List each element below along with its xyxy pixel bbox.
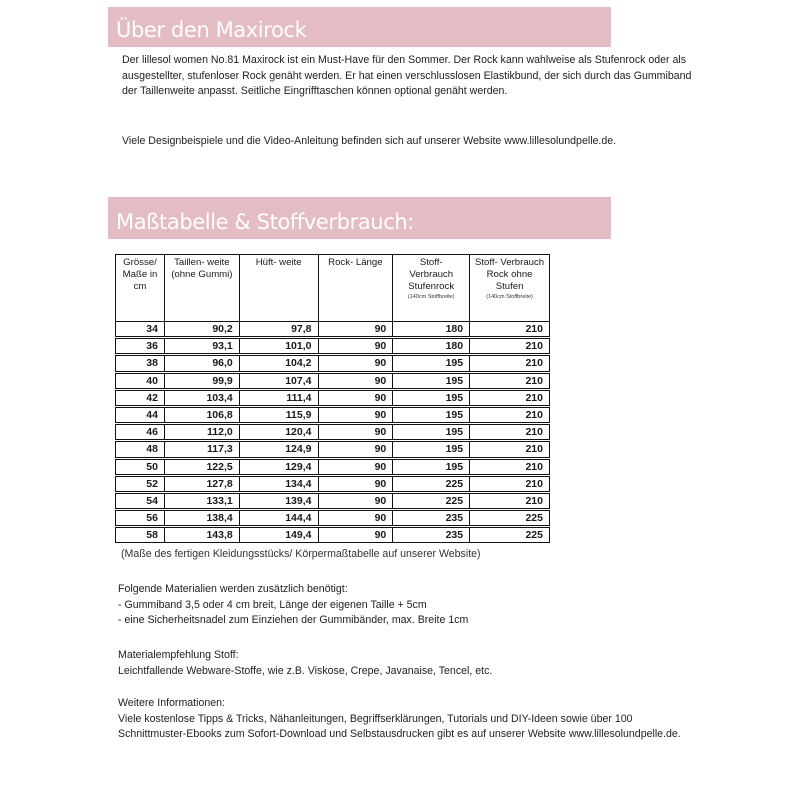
section-title-size-table: Maßtabelle & Stoffverbrauch:	[116, 210, 414, 234]
table-cell: 90	[318, 338, 393, 355]
table-cell: 143,8	[164, 527, 239, 543]
table-cell: 44	[116, 406, 165, 423]
table-cell: 36	[116, 338, 165, 355]
table-cell: 195	[393, 406, 470, 423]
table-cell: 50	[116, 458, 165, 475]
fabric-text: Leichtfallende Webware-Stoffe, wie z.B. Viskose, Crepe, Javanaise, Tencel, etc.	[118, 664, 493, 677]
header-waist: Taillen- weite (ohne Gummi)	[164, 255, 239, 322]
header-fabric-plain: Stoff- Verbrauch Rock ohne Stufen (140cm Stoffbreite)	[470, 255, 550, 322]
info-section	[118, 696, 688, 743]
table-cell: 90	[318, 475, 393, 492]
table-cell: 93,1	[164, 338, 239, 355]
table-cell: 48	[116, 441, 165, 458]
table-cell: 106,8	[164, 406, 239, 423]
fabric-section	[118, 648, 492, 679]
table-cell: 52	[116, 475, 165, 492]
table-cell: 210	[470, 372, 550, 389]
table-cell: 90	[318, 406, 393, 423]
table-cell: 225	[393, 492, 470, 509]
info-text: Viele kostenlose Tipps & Tricks, Nähanleitungen, Begriffserklärungen, Tutorials und DIY-Ideen sowie über 100 Schnittmuster-Ebooks zum Sofort-Download und Selbstausdrucken gibt es auf unserer Website www.lillesolundpelle.de.	[118, 712, 681, 741]
table-cell: 115,9	[239, 406, 318, 423]
table-cell: 195	[393, 372, 470, 389]
table-cell: 122,5	[164, 458, 239, 475]
table-row	[116, 441, 550, 458]
table-row	[116, 475, 550, 492]
section-banner-size-table	[108, 197, 611, 239]
table-row	[116, 527, 550, 543]
table-cell: 90	[318, 527, 393, 543]
table-cell: 133,1	[164, 492, 239, 509]
table-cell: 90	[318, 389, 393, 406]
table-row	[116, 372, 550, 389]
table-cell: 90	[318, 355, 393, 372]
table-cell: 90	[318, 458, 393, 475]
size-table	[115, 254, 550, 543]
table-cell: 38	[116, 355, 165, 372]
table-cell: 90,2	[164, 322, 239, 338]
table-cell: 54	[116, 492, 165, 509]
header-fabric-tiered-note: (140cm Stoffbreite)	[407, 293, 455, 300]
materials-item: - Gummiband 3,5 oder 4 cm breit, Länge der eigenen Taille + 5cm	[118, 598, 427, 611]
table-cell: 96,0	[164, 355, 239, 372]
table-cell: 210	[470, 441, 550, 458]
table-cell: 111,4	[239, 389, 318, 406]
table-cell: 144,4	[239, 510, 318, 527]
table-cell: 210	[470, 458, 550, 475]
table-cell: 195	[393, 355, 470, 372]
table-cell: 117,3	[164, 441, 239, 458]
table-row	[116, 322, 550, 338]
table-cell: 101,0	[239, 338, 318, 355]
table-cell: 235	[393, 510, 470, 527]
table-row	[116, 338, 550, 355]
table-cell: 195	[393, 424, 470, 441]
header-skirt-length: Rock- Länge	[318, 255, 393, 322]
table-cell: 139,4	[239, 492, 318, 509]
header-hip: Hüft- weite	[239, 255, 318, 322]
table-cell: 195	[393, 441, 470, 458]
table-cell: 90	[318, 510, 393, 527]
table-row	[116, 424, 550, 441]
table-cell: 210	[470, 355, 550, 372]
table-cell: 210	[470, 338, 550, 355]
table-cell: 195	[393, 458, 470, 475]
materials-item: - eine Sicherheitsnadel zum Einziehen der Gummibänder, max. Breite 1cm	[118, 614, 469, 627]
table-cell: 225	[393, 475, 470, 492]
materials-section	[118, 582, 468, 629]
table-cell: 34	[116, 322, 165, 338]
table-cell: 112,0	[164, 424, 239, 441]
table-cell: 97,8	[239, 322, 318, 338]
website-paragraph: Viele Designbeispiele und die Video-Anleitung befinden sich auf unserer Website www.lillesolundpelle.de.	[122, 135, 617, 147]
table-cell: 104,2	[239, 355, 318, 372]
table-cell: 210	[470, 406, 550, 423]
table-cell: 99,9	[164, 372, 239, 389]
table-cell: 210	[470, 322, 550, 338]
table-cell: 235	[393, 527, 470, 543]
info-heading: Weitere Informationen:	[118, 697, 225, 709]
table-cell: 90	[318, 441, 393, 458]
table-cell: 46	[116, 424, 165, 441]
table-cell: 210	[470, 424, 550, 441]
table-row	[116, 492, 550, 509]
table-cell: 90	[318, 492, 393, 509]
intro-paragraph: Der lillesol women No.81 Maxirock ist ein Must-Have für den Sommer. Der Rock kann wahlweise als Stufenrock oder als ausgestellter, stufenloser Rock genäht werden. Er hat einen verschlusslosen Elastikbund, der sich durch das Gummiband der Taillenweite anpasst. Seitliche Eingrifftaschen können optional genäht werden.	[122, 54, 692, 97]
table-cell: 40	[116, 372, 165, 389]
table-cell: 103,4	[164, 389, 239, 406]
table-note: (Maße des fertigen Kleidungsstücks/ Körpermaßtabelle auf unserer Website)	[121, 548, 481, 560]
header-fabric-plain-note: (140cm Stoffbreite)	[486, 293, 533, 300]
table-cell: 58	[116, 527, 165, 543]
table-cell: 134,4	[239, 475, 318, 492]
table-row	[116, 355, 550, 372]
table-cell: 127,8	[164, 475, 239, 492]
section-title-about: Über den Maxirock	[116, 18, 307, 42]
table-cell: 195	[393, 389, 470, 406]
table-cell: 124,9	[239, 441, 318, 458]
table-cell: 210	[470, 475, 550, 492]
table-cell: 42	[116, 389, 165, 406]
table-cell: 56	[116, 510, 165, 527]
table-cell: 149,4	[239, 527, 318, 543]
table-header-row	[116, 255, 550, 322]
table-row	[116, 458, 550, 475]
table-row	[116, 510, 550, 527]
table-cell: 210	[470, 389, 550, 406]
table-cell: 225	[470, 527, 550, 543]
table-cell: 225	[470, 510, 550, 527]
table-cell: 180	[393, 322, 470, 338]
table-cell: 210	[470, 492, 550, 509]
table-cell: 129,4	[239, 458, 318, 475]
table-cell: 138,4	[164, 510, 239, 527]
table-cell: 120,4	[239, 424, 318, 441]
table-row	[116, 406, 550, 423]
fabric-heading: Materialempfehlung Stoff:	[118, 649, 239, 661]
table-cell: 107,4	[239, 372, 318, 389]
header-fabric-tiered: Stoff- Verbrauch Stufenrock (140cm Stoffbreite)	[393, 255, 470, 322]
table-cell: 180	[393, 338, 470, 355]
header-size: Grösse/ Maße in cm	[116, 255, 165, 322]
table-cell: 90	[318, 372, 393, 389]
table-cell: 90	[318, 424, 393, 441]
section-banner-about	[108, 7, 611, 47]
table-cell: 90	[318, 322, 393, 338]
table-row	[116, 389, 550, 406]
materials-heading: Folgende Materialien werden zusätzlich benötigt:	[118, 583, 348, 595]
